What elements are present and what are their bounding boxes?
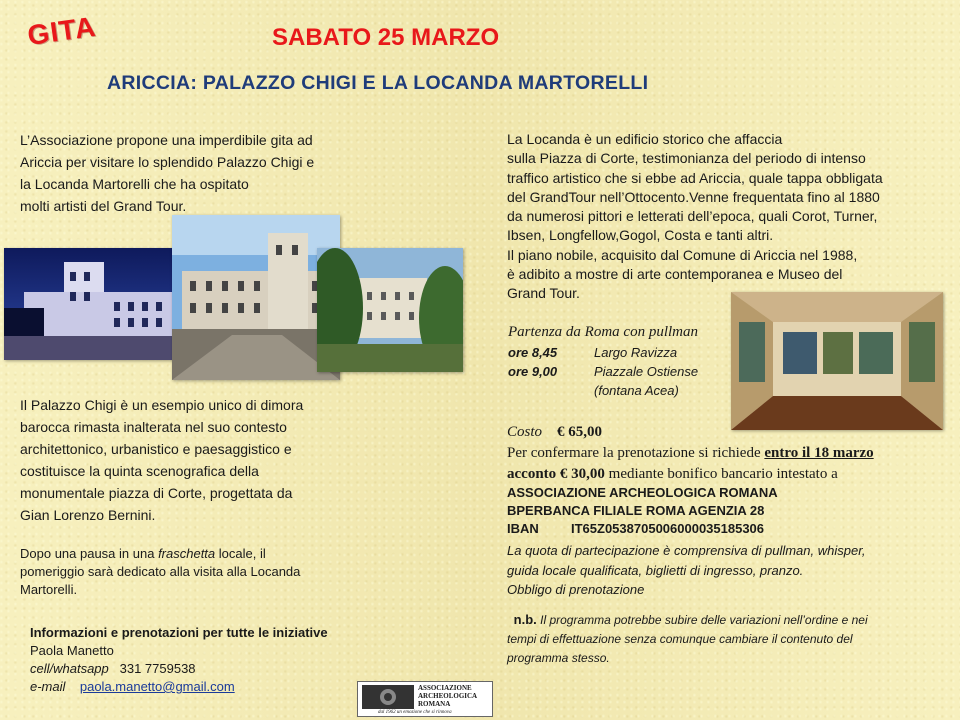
- schedule-row: [508, 343, 698, 362]
- quota-line: La quota di partecipazione è comprensiva di pullman, whisper,: [507, 543, 866, 558]
- logo-emblem-icon: [362, 685, 414, 709]
- intro-line: Ariccia per visitare lo splendido Palazzo Chigi e: [20, 154, 315, 170]
- cost-section: [507, 422, 927, 485]
- association-logo: [357, 681, 493, 717]
- logo-line: ASSOCIAZIONE: [418, 684, 472, 692]
- cost-label: Costo: [507, 424, 543, 440]
- locanda-interior-photo: [731, 292, 943, 430]
- palazzo-day-photo: [172, 215, 340, 380]
- page-title: ARICCIA: PALAZZO CHIGI E LA LOCANDA MARTORELLI: [107, 72, 649, 94]
- email-link[interactable]: paola.manetto@gmail.com: [79, 679, 235, 694]
- pausa-text: locale, il: [215, 546, 266, 561]
- palazzo-night-photo: [4, 248, 184, 360]
- bank-details: [507, 484, 778, 538]
- bank-branch: BPERBANCA FILIALE ROMA AGENZIA 28: [507, 503, 765, 518]
- iban-value: IT65Z0538705006000035185306: [571, 521, 765, 536]
- deposit-amount: acconto € 30,00: [507, 466, 605, 482]
- intro-line: la Locanda Martorelli che ha ospitato: [20, 176, 249, 192]
- chigi-line: barocca rimasta inalterata nel suo contesto: [20, 419, 287, 435]
- locanda-line: La Locanda è un edificio storico che affaccia: [507, 131, 783, 147]
- phone-number[interactable]: 331 7759538: [119, 661, 196, 676]
- intro-paragraph: [20, 129, 380, 217]
- locanda-line: traffico artistico che si ebbe ad Ariccia, quale tappa obbligata: [507, 169, 883, 186]
- locanda-line: Il piano nobile, acquisito dal Comune di Ariccia nel 1988,: [507, 246, 858, 263]
- locanda-line: del GrandTour nell’Ottocento.Venne frequentata fino al 1880: [507, 188, 880, 205]
- locanda-paragraph: [507, 130, 947, 304]
- chigi-line: Gian Lorenzo Bernini.: [20, 507, 156, 523]
- afternoon-paragraph: [20, 545, 350, 599]
- chigi-line: costituisce la quinta scenografica della: [20, 463, 259, 479]
- logo-line: ROMANA: [418, 700, 451, 708]
- palazzo-chigi-paragraph: [20, 394, 370, 526]
- locanda-line: sulla Piazza di Corte, testimonianza del periodo di intenso: [507, 150, 866, 167]
- departure-heading: Partenza da Roma con pullman: [508, 324, 698, 340]
- locanda-line: è adibito a mostre di arte contemporanea e Museo del: [507, 266, 843, 283]
- pausa-line: Martorelli.: [20, 582, 78, 597]
- deposit-text: mediante bonifico bancario intestato a: [604, 466, 838, 482]
- intro-line: L’Associazione propone una imperdibile gita ad: [20, 132, 313, 148]
- chigi-line: monumentale piazza di Corte, progettata da: [20, 485, 293, 501]
- schedule-time: ore 9,00: [508, 364, 558, 379]
- gita-label: GITA: [25, 10, 99, 52]
- locanda-line: da numerosi pittori e letterati dell’epoca, quali Corot, Turner,: [507, 208, 878, 225]
- schedule-place: Largo Ravizza: [594, 345, 678, 360]
- logo-line: ARCHEOLOGICA: [418, 692, 478, 700]
- confirm-deadline: entro il 18 marzo: [764, 445, 874, 461]
- schedule-row: [508, 362, 698, 381]
- chigi-line: architettonico, urbanistico e paesaggistico e: [20, 441, 292, 457]
- nb-label: n.b.: [513, 612, 537, 627]
- bank-account-name: ASSOCIAZIONE ARCHEOLOGICA ROMANA: [507, 485, 778, 500]
- note-section: [507, 610, 937, 668]
- event-date: SABATO 25 MARZO: [272, 24, 500, 51]
- locanda-line: Ibsen, Longfellow,Gogol, Costa e tanti altri.: [507, 227, 774, 244]
- contact-heading: Informazioni e prenotazioni per tutte le iniziative: [30, 625, 328, 640]
- schedule-row: [508, 381, 698, 400]
- nb-line: tempi di effettuazione senza comunque cambiare il contenuto del: [507, 632, 853, 646]
- schedule-place: (fontana Acea): [594, 383, 679, 398]
- intro-line: molti artisti del Grand Tour.: [20, 198, 187, 214]
- locanda-line: Grand Tour.: [507, 285, 580, 302]
- phone-label: cell/whatsapp: [30, 661, 109, 676]
- confirm-text: Per confermare la prenotazione si richiede: [507, 445, 765, 461]
- departure-section: [508, 324, 698, 400]
- chigi-line: Il Palazzo Chigi è un esempio unico di dimora: [20, 397, 304, 413]
- cost-amount: € 65,00: [557, 424, 603, 440]
- logo-motto: dal 1962 un emozione che si rinnova: [378, 710, 452, 715]
- nb-line: Il programma potrebbe subire delle variazioni nell’ordine e nei: [536, 613, 868, 627]
- quota-line: guida locale qualificata, biglietti di ingresso, pranzo.: [507, 562, 804, 578]
- fraschetta-word: fraschetta: [158, 546, 216, 561]
- palazzo-garden-photo: [317, 248, 463, 372]
- contact-info: [30, 624, 328, 696]
- departure-schedule: [508, 343, 698, 400]
- quota-section: [507, 541, 927, 600]
- schedule-time: ore 8,45: [508, 345, 558, 360]
- email-label: e-mail: [30, 679, 66, 694]
- iban-label: IBAN: [507, 521, 539, 536]
- contact-name: Paola Manetto: [30, 643, 114, 658]
- pausa-text: Dopo una pausa in una: [20, 546, 159, 561]
- nb-line: programma stesso.: [507, 651, 610, 665]
- pausa-line: pomeriggio sarà dedicato alla visita alla Locanda: [20, 564, 301, 579]
- schedule-place: Piazzale Ostiense: [594, 364, 699, 379]
- quota-line: Obbligo di prenotazione: [507, 582, 645, 597]
